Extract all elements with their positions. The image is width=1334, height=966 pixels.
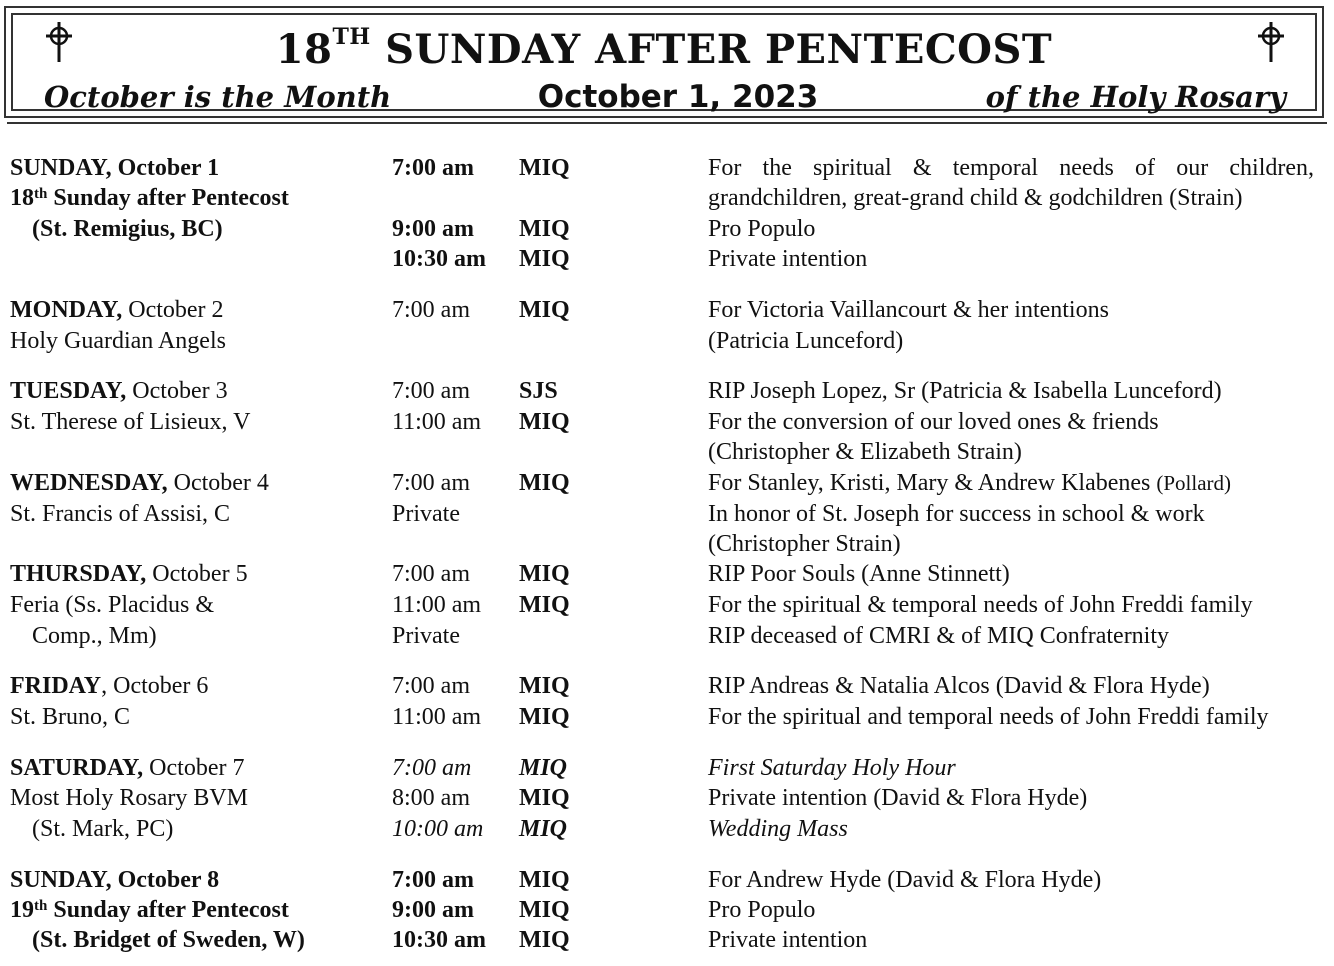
church-code: MIQ bbox=[519, 592, 570, 618]
mass-intention: RIP Andreas & Natalia Alcos (David & Flora Hyde) bbox=[708, 673, 1210, 699]
header-date: October 1, 2023 bbox=[537, 79, 819, 115]
mass-intention: (Christopher & Elizabeth Strain) bbox=[708, 439, 1022, 465]
mass-time: Private bbox=[392, 623, 460, 649]
church-code: MIQ bbox=[519, 470, 570, 496]
mass-time: 11:00 am bbox=[392, 704, 482, 730]
church-code: MIQ bbox=[519, 816, 568, 842]
day-heading: FRIDAY, October 6 bbox=[10, 673, 209, 699]
church-code: MIQ bbox=[519, 673, 570, 699]
mass-time: 10:00 am bbox=[392, 816, 484, 842]
mass-intention: In honor of St. Joseph for success in school & work bbox=[708, 501, 1205, 527]
page-title: 18TH SUNDAY AFTER PENTECOST bbox=[275, 24, 1053, 73]
mass-time: 10:30 am bbox=[392, 927, 486, 953]
day-heading: SUNDAY, October 8 bbox=[10, 867, 220, 893]
mass-intention: First Saturday Holy Hour bbox=[708, 755, 956, 781]
church-code: SJS bbox=[519, 378, 558, 404]
feast-label: 19th Sunday after Pentecost bbox=[10, 897, 289, 923]
mass-intention: Pro Populo bbox=[708, 897, 816, 923]
mass-time: 7:00 am bbox=[392, 470, 470, 496]
mass-time: 7:00 am bbox=[392, 755, 472, 781]
day-heading: THURSDAY, October 5 bbox=[10, 561, 248, 587]
feast-label: St. Bruno, C bbox=[10, 704, 131, 730]
church-code: MIQ bbox=[519, 755, 568, 781]
mass-time: 7:00 am bbox=[392, 155, 474, 181]
mass-intention: (Christopher Strain) bbox=[708, 531, 901, 557]
mass-time: 8:00 am bbox=[392, 785, 470, 811]
church-code: MIQ bbox=[519, 927, 570, 953]
church-code: MIQ bbox=[519, 297, 570, 323]
mass-intention: Private intention bbox=[708, 927, 868, 953]
mass-intention: For Victoria Vaillancourt & her intentions bbox=[708, 297, 1109, 323]
church-code: MIQ bbox=[519, 561, 570, 587]
mass-intention: RIP deceased of CMRI & of MIQ Confraternity bbox=[708, 623, 1170, 649]
feast-label: Most Holy Rosary BVM bbox=[10, 785, 249, 811]
mass-intention: For the spiritual and temporal needs of John Freddi family bbox=[708, 704, 1269, 730]
church-code: MIQ bbox=[519, 409, 570, 435]
header-right-caption: of the Holy Rosary bbox=[985, 80, 1286, 114]
church-code: MIQ bbox=[519, 216, 570, 242]
commemoration-label: (St. Remigius, BC) bbox=[32, 216, 223, 242]
commemoration-label: (St. Bridget of Sweden, W) bbox=[32, 927, 305, 953]
church-code: MIQ bbox=[519, 246, 570, 272]
mass-intention: grandchildren, great-grand child & godchildren (Strain) bbox=[708, 185, 1243, 211]
mass-time: 11:00 am bbox=[392, 592, 482, 618]
mass-time: 7:00 am bbox=[392, 561, 470, 587]
mass-time: 7:00 am bbox=[392, 867, 474, 893]
mass-intention: Wedding Mass bbox=[708, 816, 848, 842]
mass-intention: RIP Joseph Lopez, Sr (Patricia & Isabella Lunceford) bbox=[708, 378, 1222, 404]
church-code: MIQ bbox=[519, 704, 570, 730]
mass-intention: For the spiritual & temporal needs of John Freddi family bbox=[708, 592, 1253, 618]
commemoration-label: (St. Mark, PC) bbox=[32, 816, 174, 842]
feast-label: St. Francis of Assisi, C bbox=[10, 501, 231, 527]
header-left-caption: October is the Month bbox=[44, 80, 392, 114]
feast-label: St. Therese of Lisieux, V bbox=[10, 409, 251, 435]
feast-label: Holy Guardian Angels bbox=[10, 328, 226, 354]
mass-intention: For the conversion of our loved ones & friends bbox=[708, 409, 1159, 435]
church-code: MIQ bbox=[519, 897, 570, 923]
day-heading: TUESDAY, October 3 bbox=[10, 378, 228, 404]
day-heading: WEDNESDAY, October 4 bbox=[10, 470, 269, 496]
mass-time: 7:00 am bbox=[392, 297, 470, 323]
feast-label: 18th Sunday after Pentecost bbox=[10, 185, 289, 211]
day-heading: SUNDAY, October 1 bbox=[10, 155, 220, 181]
feast-label: Comp., Mm) bbox=[32, 623, 157, 649]
feast-label: Feria (Ss. Placidus & bbox=[10, 592, 214, 618]
mass-intention: Private intention bbox=[708, 246, 868, 272]
mass-time: 10:30 am bbox=[392, 246, 486, 272]
day-heading: SATURDAY, October 7 bbox=[10, 755, 245, 781]
church-code: MIQ bbox=[519, 785, 570, 811]
church-code: MIQ bbox=[519, 867, 570, 893]
mass-time: Private bbox=[392, 501, 460, 527]
mass-time: 7:00 am bbox=[392, 673, 470, 699]
mass-time: 9:00 am bbox=[392, 216, 474, 242]
mass-intention: Private intention (David & Flora Hyde) bbox=[708, 785, 1088, 811]
mass-intention: Pro Populo bbox=[708, 216, 816, 242]
mass-intention: (Patricia Lunceford) bbox=[708, 328, 904, 354]
mass-intention: For the spiritual & temporal needs of our children, bbox=[708, 155, 1314, 181]
church-code: MIQ bbox=[519, 155, 570, 181]
mass-time: 9:00 am bbox=[392, 897, 474, 923]
mass-time: 7:00 am bbox=[392, 378, 470, 404]
mass-time: 11:00 am bbox=[392, 409, 482, 435]
mass-intention: RIP Poor Souls (Anne Stinnett) bbox=[708, 561, 1010, 587]
mass-intention: For Andrew Hyde (David & Flora Hyde) bbox=[708, 867, 1102, 893]
mass-intention: For Stanley, Kristi, Mary & Andrew Klabenes (Pollard) bbox=[708, 470, 1232, 496]
day-heading: MONDAY, October 2 bbox=[10, 297, 224, 323]
